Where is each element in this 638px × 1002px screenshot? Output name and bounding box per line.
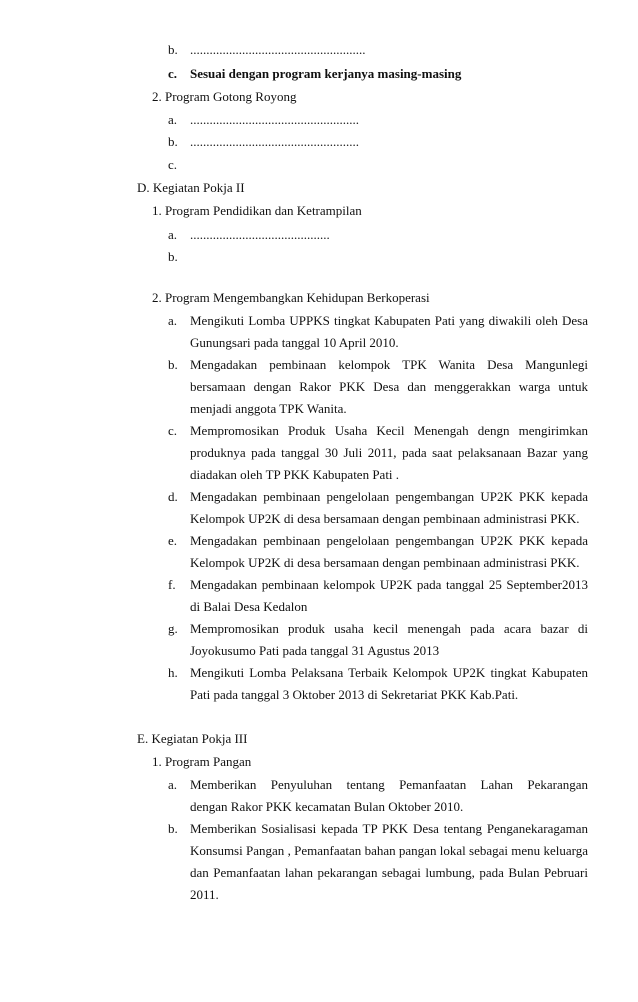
item-b-marker: b.	[168, 42, 178, 57]
p2-sub1-a-placeholder: ...........................................	[190, 227, 330, 242]
p2-item-g-marker: g.	[168, 621, 178, 636]
pokja2-sub2-heading: 2. Program Mengembangkan Kehidupan Berkoperasi	[152, 290, 430, 305]
p2-item-e-text	[190, 530, 588, 574]
text-line: Mengadakan pembinaan pengelolaan pengembangan UP2K PKK kepada	[190, 533, 588, 548]
pokja2-heading: D. Kegiatan Pokja II	[137, 180, 245, 195]
p2-item-a-text	[190, 310, 588, 354]
p2-item-f-marker: f.	[168, 577, 176, 592]
gr-c-marker: c.	[168, 157, 178, 172]
p2-item-h-text	[190, 662, 588, 706]
text-line: dengan Rakor PKK kecamatan Bulan Oktober 2010.	[190, 799, 464, 814]
p2-item-b-marker: b.	[168, 357, 178, 372]
text-line: Konsumsi Pangan , Pemanfaatan bahan pangan lokal sebagai menu keluarga	[190, 843, 588, 858]
p2-item-d-text	[190, 486, 588, 530]
p3-item-b-marker: b.	[168, 821, 178, 836]
text-line: Mengikuti Lomba Pelaksana Terbaik Kelompok UP2K tingkat Kabupaten	[190, 665, 588, 680]
text-line: Mengikuti Lomba UPPKS tingkat Kabupaten Pati yang diwakili oleh Desa	[190, 313, 588, 328]
text-line: Gunungsari pada tanggal 10 April 2010.	[190, 335, 399, 350]
text-line: Mempromosikan produk usaha kecil menengah pada acara bazar di	[190, 621, 588, 636]
text-line: 2011.	[190, 887, 219, 902]
gr-a-placeholder: ....................................................	[190, 112, 359, 127]
text-line: Kelompok UP2K di desa bersamaan dengan pembinaan administrasi PKK.	[190, 555, 580, 570]
gr-b-marker: b.	[168, 134, 178, 149]
text-line: Mengadakan pembinaan kelompok TPK Wanita Desa Mangunlegi	[190, 357, 588, 372]
text-line: menjadi anggota TPK Wanita.	[190, 401, 347, 416]
text-line: bersamaan dengan Rakor PKK Desa dan menggerakkan warga untuk	[190, 379, 588, 394]
p2-item-e-marker: e.	[168, 533, 178, 548]
text-line: di Balai Desa Kedalon	[190, 599, 308, 614]
item-c-marker: c.	[168, 66, 178, 81]
p2-item-c-marker: c.	[168, 423, 178, 438]
item-b-placeholder: ......................................................	[190, 42, 366, 57]
p3-item-b-text	[190, 818, 588, 906]
text-line: Mengadakan pembinaan pengelolaan pengembangan UP2K PKK kepada	[190, 489, 588, 504]
text-line: Memberikan Sosialisasi kepada TP PKK Desa tentang Penganekaragaman	[190, 821, 588, 836]
gr-a-marker: a.	[168, 112, 178, 127]
text-line: Joyokusumo Pati pada tanggal 31 Agustus 2013	[190, 643, 440, 658]
p2-item-b-text	[190, 354, 588, 420]
text-line: Mempromosikan Produk Usaha Kecil Menengah dengn mengirimkan	[190, 423, 588, 438]
p3-item-a-text	[190, 774, 588, 818]
p2-item-h-marker: h.	[168, 665, 178, 680]
p2-sub1-a-marker: a.	[168, 227, 178, 242]
text-line: Pati pada tanggal 3 Oktober 2013 di Sekretariat PKK Kab.Pati.	[190, 687, 519, 702]
p3-item-a-marker: a.	[168, 777, 178, 792]
pokja3-heading: E. Kegiatan Pokja III	[137, 731, 248, 746]
text-line: Memberikan Penyuluhan tentang Pemanfaatan Lahan Pekarangan	[190, 777, 588, 792]
p2-item-g-text	[190, 618, 588, 662]
p2-item-f-text	[190, 574, 588, 618]
text-line: produknya pada tanggal 30 Juli 2011, pada saat pelaksanaan Bazar yang	[190, 445, 588, 460]
p2-item-a-marker: a.	[168, 313, 178, 328]
text-line: Mengadakan pembinaan kelompok UP2K pada tanggal 25 September2013	[190, 577, 588, 592]
text-line: diadakan oleh TP PKK Kabupaten Pati .	[190, 467, 400, 482]
gotong-royong-heading: 2. Program Gotong Royong	[152, 89, 297, 104]
item-c-text: Sesuai dengan program kerjanya masing-masing	[190, 66, 462, 81]
pokja3-sub1-heading: 1. Program Pangan	[152, 754, 252, 769]
pokja2-sub1-heading: 1. Program Pendidikan dan Ketrampilan	[152, 203, 362, 218]
text-line: Kelompok UP2K di desa bersamaan dengan pembinaan administrasi PKK.	[190, 511, 580, 526]
p2-item-d-marker: d.	[168, 489, 178, 504]
text-line: dan Pemanfaatan lahan pekarangan sebagai lumbung, pada Bulan Pebruari	[190, 865, 588, 880]
gr-b-placeholder: ....................................................	[190, 134, 359, 149]
p2-item-c-text	[190, 420, 588, 486]
p2-sub1-b-marker: b.	[168, 249, 178, 264]
